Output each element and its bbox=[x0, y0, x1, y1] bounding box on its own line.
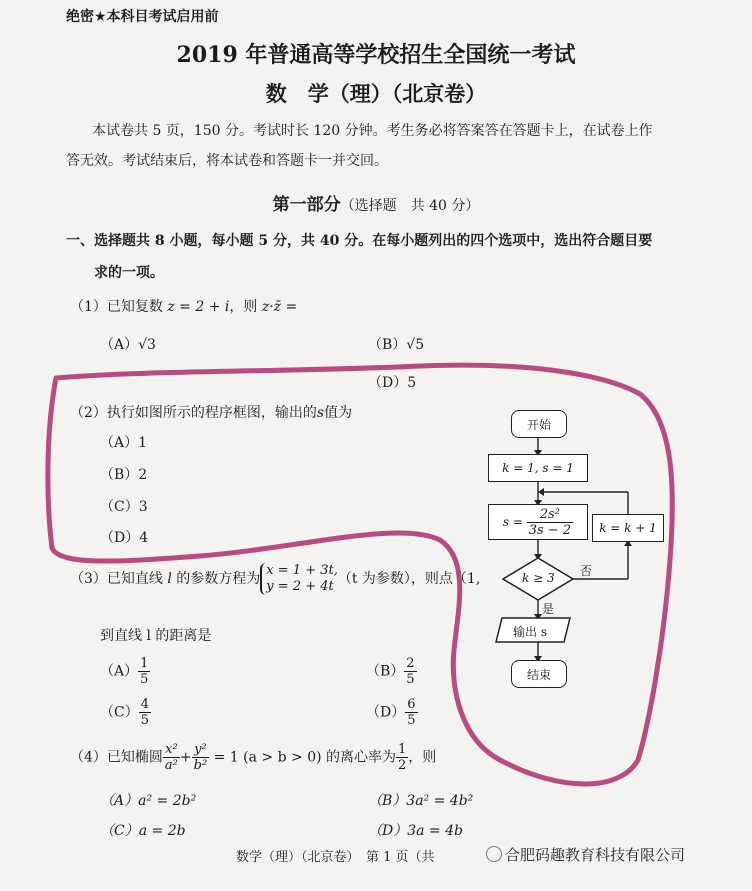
q2-option-c: （C）3 bbox=[100, 499, 148, 515]
flowchart-yes-label: 是 bbox=[542, 602, 555, 616]
q1-prefix: （1）已知复数 bbox=[70, 299, 168, 315]
q1-mid: ，则 bbox=[229, 299, 262, 315]
instruction-line-1: 本试卷共 5 页，150 分。考试时长 120 分钟。考生务必将答案答在答题卡上，在试卷上作 bbox=[92, 123, 653, 139]
confidential-label: 绝密★本科目考试启用前 bbox=[66, 9, 219, 25]
q4-option-b: （B）3a² = 4b² bbox=[368, 793, 474, 809]
q2-option-b: （B）2 bbox=[100, 467, 148, 483]
section-instruction-line-2: 求的一项。 bbox=[94, 265, 164, 281]
q3-line-2: 到直线 l 的距离是 bbox=[100, 628, 212, 644]
q4-condition: = 1 (a > b > 0) 的离心率为 bbox=[213, 749, 397, 766]
q3-suffix: （t 为参数），则点（1, bbox=[337, 571, 481, 587]
q3-option-d bbox=[366, 697, 418, 728]
q1-option-a: （A）√3 bbox=[100, 337, 156, 353]
assign-denominator: 3s − 2 bbox=[528, 522, 572, 538]
q4-x-den: a² bbox=[164, 758, 178, 773]
q3-option-b-fraction bbox=[404, 656, 416, 687]
q3-equation-system bbox=[260, 563, 338, 595]
q3-option-a-label: （A） bbox=[100, 663, 139, 680]
q1-option-d: （D）5 bbox=[368, 375, 417, 391]
q4-fraction-x bbox=[163, 742, 180, 773]
q4-y-den: b² bbox=[193, 758, 208, 773]
q3-option-c-label: （C） bbox=[100, 704, 139, 721]
q2-option-d: （D）4 bbox=[100, 530, 149, 546]
wechat-icon bbox=[486, 846, 502, 862]
instruction-line-2: 答无效。考试结束后，将本试卷和答题卡一并交回。 bbox=[66, 153, 388, 169]
watermark-text: 合肥码趣教育科技有限公司 bbox=[505, 846, 686, 864]
q3-option-a-fraction bbox=[138, 656, 150, 687]
q4-prefix: （4）已知椭圆 bbox=[70, 749, 163, 766]
q2-var: s bbox=[316, 405, 325, 421]
q4-option-d: （D）3a = 4b bbox=[368, 823, 463, 839]
flowchart-output: 输出 s bbox=[513, 625, 547, 639]
q4-suffix: ，则 bbox=[408, 749, 437, 766]
q3-c-den: 5 bbox=[140, 713, 149, 728]
section-instruction-line-1: 一、选择题共 8 小题，每小题 5 分，共 40 分。在每小题列出的四个选项中，选出符合题目要 bbox=[66, 233, 653, 249]
q2-text2: 值为 bbox=[324, 405, 353, 421]
q3-option-b bbox=[366, 656, 417, 687]
exam-title: 2019 年普通高等学校招生全国统一考试 bbox=[176, 42, 576, 68]
q3-option-a bbox=[100, 656, 150, 687]
q3-b-num: 2 bbox=[406, 656, 415, 671]
q3-option-d-label: （D） bbox=[366, 704, 406, 721]
exam-subtitle: 数 学（理）（北京卷） bbox=[265, 81, 487, 106]
q4-option-a: （A）a² = 2b² bbox=[100, 793, 197, 809]
flowchart-end: 结束 bbox=[511, 660, 567, 688]
part-title: 第一部分 bbox=[272, 195, 341, 215]
assign-numerator: 2s² bbox=[527, 507, 573, 523]
q3-prefix: （3）已知直线 bbox=[70, 571, 168, 587]
flowchart-init: k = 1, s = 1 bbox=[488, 454, 588, 482]
q2-text: （2）执行如图所示的程序框图，输出的 bbox=[70, 405, 317, 421]
q1-expr: z = 2 + i bbox=[167, 299, 230, 315]
q2-option-a: （A）1 bbox=[100, 435, 148, 451]
flowchart-condition: k ≥ 3 bbox=[522, 571, 555, 585]
assign-fraction bbox=[527, 507, 573, 538]
assign-lhs: s = bbox=[502, 515, 523, 529]
q4-plus: + bbox=[179, 749, 192, 766]
q3-a-den: 5 bbox=[140, 672, 149, 687]
flowchart-start: 开始 bbox=[511, 410, 567, 438]
q3-var: l bbox=[167, 571, 172, 587]
q1-expr2: z·z̄ = bbox=[261, 299, 298, 315]
watermark bbox=[486, 844, 685, 865]
q1-option-b: （B）√5 bbox=[368, 337, 425, 353]
q3-option-c bbox=[100, 697, 151, 728]
q3-d-den: 5 bbox=[407, 713, 416, 728]
q3-b-den: 5 bbox=[406, 672, 415, 687]
q3-option-d-fraction bbox=[405, 697, 417, 728]
page-footer: 数学（理）（北京卷） 第 1 页（共 bbox=[236, 850, 435, 865]
q3-option-b-label: （B） bbox=[366, 663, 405, 680]
part-subtitle: （选择题 共 40 分） bbox=[340, 198, 480, 214]
question-4 bbox=[70, 742, 436, 773]
q4-e-den: 2 bbox=[398, 758, 407, 773]
q3-eq1: x = 1 + 3t, bbox=[266, 563, 338, 578]
q4-e-num: 1 bbox=[398, 742, 407, 757]
flowchart-increment: k = k + 1 bbox=[592, 514, 664, 542]
q3-d-num: 6 bbox=[407, 697, 416, 712]
q3-mid: 的参数方程为 bbox=[171, 571, 261, 587]
q4-option-c: （C）a = 2b bbox=[100, 823, 186, 839]
q3-option-c-fraction bbox=[139, 697, 151, 728]
q3-a-num: 1 bbox=[140, 656, 149, 671]
q4-y-num: y² bbox=[192, 742, 210, 758]
flowchart-assign bbox=[488, 504, 588, 540]
q3-eq2: y = 2 + 4t bbox=[266, 579, 334, 594]
q3-c-num: 4 bbox=[140, 697, 149, 712]
q4-eccentricity bbox=[396, 742, 408, 773]
question-3 bbox=[70, 563, 480, 595]
q4-x-num: x² bbox=[163, 742, 180, 758]
flowchart-no-label: 否 bbox=[580, 564, 593, 578]
q4-fraction-y bbox=[192, 742, 210, 773]
